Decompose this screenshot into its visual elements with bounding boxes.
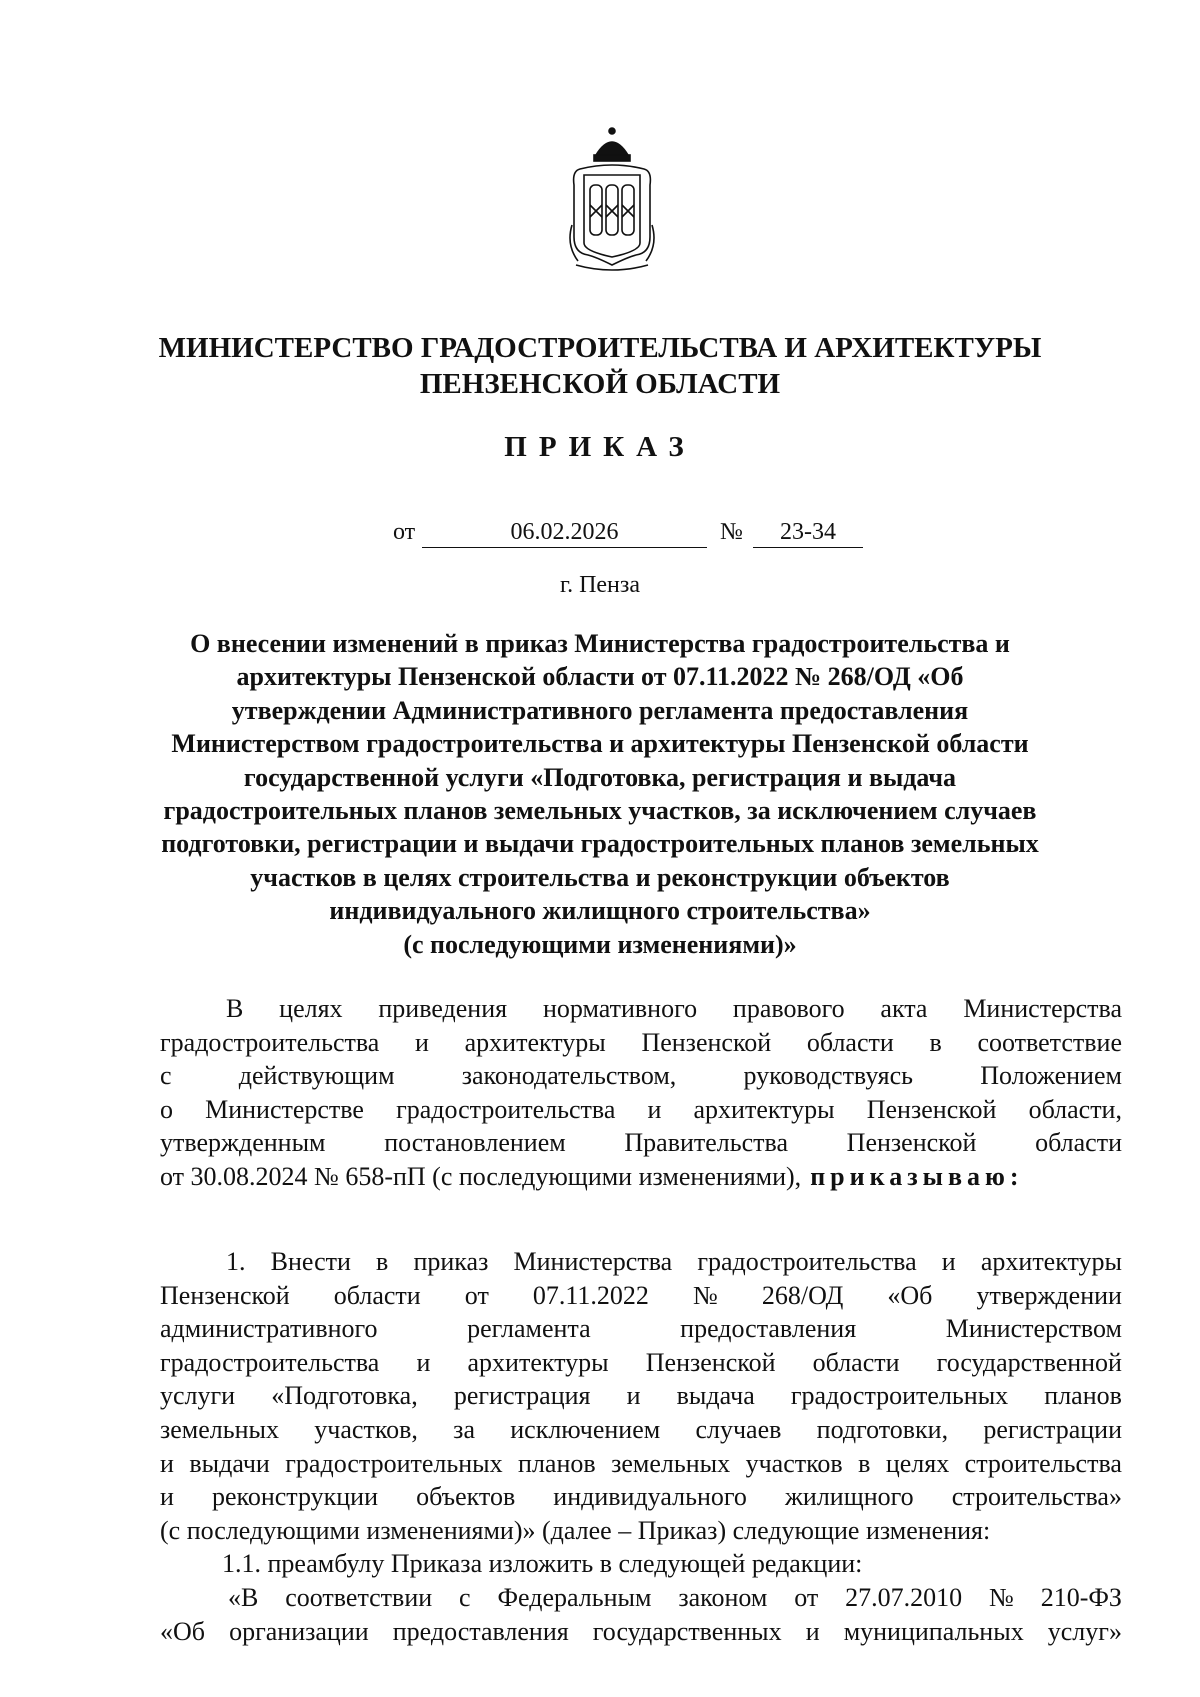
word: реконструкции [211, 1482, 379, 1512]
word: Пензенской [846, 1128, 977, 1158]
word: участков [745, 1448, 843, 1478]
item-line [160, 1312, 1122, 1346]
word: области [806, 1027, 894, 1057]
item-line [160, 1514, 1122, 1548]
word: действующим [238, 1061, 395, 1091]
order-subject [150, 627, 1050, 961]
word: и [416, 1347, 431, 1377]
quote-line [160, 1615, 1122, 1649]
item-1-paragraph [160, 1245, 1122, 1648]
word: соответствие [977, 1027, 1122, 1057]
preamble-text: от 30.08.2024 № 658-пП (с последующими изменениями), [160, 1161, 802, 1191]
item-line [160, 1346, 1122, 1380]
word: «В [228, 1582, 259, 1612]
word: случаев [695, 1414, 782, 1444]
word: и [415, 1027, 429, 1057]
word: земельных [160, 1414, 280, 1444]
subject-line: Министерством градостроительства и архитектуры Пензенской области [171, 729, 1029, 759]
word: индивидуального [553, 1482, 747, 1512]
word: подготовки, [816, 1414, 949, 1444]
word: нормативного [542, 994, 698, 1023]
word: объектов [416, 1482, 516, 1512]
word: строительства [964, 1448, 1122, 1478]
word: жилищного [784, 1482, 914, 1512]
word: и [805, 1616, 820, 1646]
word: и [160, 1448, 174, 1478]
word: градостроительных [285, 1448, 503, 1478]
word: архитектуры [693, 1094, 835, 1124]
word: правового [732, 994, 845, 1023]
word: земельных [611, 1448, 731, 1478]
word: Пензенской [645, 1347, 776, 1377]
word: с [459, 1582, 471, 1612]
word: Пензенской [866, 1094, 997, 1124]
word: муниципальных [843, 1616, 1024, 1646]
word: целях [885, 1448, 950, 1478]
word: и [941, 1247, 956, 1276]
decree-word: приказываю: [810, 1161, 1024, 1191]
preamble-line [160, 1026, 1122, 1060]
subject-line: архитектуры Пензенской области от 07.11.2022 № 268/ОД «Об [236, 662, 964, 692]
word: государственных [592, 1616, 782, 1646]
word: «Об [887, 1280, 933, 1310]
word: государственной [936, 1347, 1122, 1377]
word: планов [518, 1448, 596, 1478]
word: законодательством, [461, 1061, 677, 1091]
word: в [858, 1448, 871, 1478]
word: в [376, 1247, 389, 1276]
ministry-name [150, 330, 1050, 402]
ministry-name-line2: ПЕНЗЕНСКОЙ ОБЛАСТИ [419, 368, 781, 400]
word: целях [279, 994, 343, 1023]
date-number-line [0, 519, 1200, 553]
word: за [453, 1414, 475, 1444]
subitem-line [160, 1547, 1122, 1581]
subject-line: подготовки, регистрации и выдачи градостроительных планов земельных [161, 829, 1039, 859]
word: выдача [676, 1381, 755, 1411]
word: Внести [270, 1247, 351, 1276]
item-line [160, 1480, 1122, 1514]
subject-line: индивидуального жилищного строительства» [329, 896, 871, 926]
word: и [626, 1381, 641, 1411]
word: Министерства [513, 1247, 673, 1276]
word: 210-ФЗ [1040, 1582, 1122, 1612]
word: «Об [160, 1616, 206, 1646]
subject-line: государственной услуги «Подготовка, регистрация и выдача [243, 762, 957, 792]
quote-line [160, 1581, 1122, 1615]
word: В [226, 994, 244, 1023]
word: Министерства [963, 994, 1122, 1023]
word: градостроительства [697, 1247, 917, 1276]
item-line [160, 1379, 1122, 1413]
word: акта [880, 994, 928, 1023]
word: Пензенской [160, 1280, 290, 1310]
word: регламента [467, 1314, 591, 1344]
word: в [929, 1027, 942, 1057]
preamble-line [160, 992, 1122, 1026]
word: предоставления [392, 1616, 569, 1646]
word: соответствии [285, 1582, 433, 1612]
subject-line: О внесении изменений в приказ Министерства градостроительства и [190, 629, 1010, 658]
preamble-line [160, 1093, 1122, 1127]
preamble-line [160, 1059, 1122, 1093]
word: 27.07.2010 [845, 1582, 963, 1612]
word: услуги [160, 1381, 236, 1411]
word: Министерстве [205, 1094, 364, 1124]
subject-line: (с последующими изменениями)» [403, 929, 797, 959]
subitem-1-1: 1.1. преамбулу Приказа изложить в следующей редакции: [222, 1549, 863, 1579]
document-type-title: ПРИКАЗ [504, 431, 696, 463]
preamble-line [160, 1126, 1122, 1160]
ministry-name-line1: МИНИСТЕРСТВО ГРАДОСТРОИТЕЛЬСТВА И АРХИТЕКТУРЫ [158, 332, 1042, 364]
word: архитектуры [467, 1347, 609, 1377]
word: области, [1028, 1094, 1122, 1124]
word: руководствуясь [743, 1061, 914, 1091]
item-line [160, 1279, 1122, 1313]
word: Министерством [945, 1314, 1122, 1344]
word: 1. [226, 1247, 246, 1276]
order-date: 06.02.2026 [422, 519, 707, 548]
word: приведения [378, 994, 508, 1023]
preamble-line [160, 1160, 1122, 1194]
preamble-paragraph [160, 992, 1122, 1194]
word: административного [160, 1314, 378, 1344]
word: области [812, 1347, 900, 1377]
word: градостроительства [396, 1094, 616, 1124]
word: выдачи [189, 1448, 270, 1478]
word: градостроительства [160, 1347, 380, 1377]
item-line-text: (с последующими изменениями)» (далее – Приказ) следующие изменения: [160, 1515, 991, 1545]
word: регистрация [453, 1381, 591, 1411]
number-sign: № [720, 519, 743, 545]
word: № [692, 1280, 718, 1310]
subject-line: утверждении Административного регламента предоставления [231, 695, 969, 725]
item-line [160, 1447, 1122, 1481]
date-prefix: от [393, 519, 416, 545]
subject-line: градостроительных планов земельных участков, за исключением случаев [163, 796, 1037, 826]
order-number: 23-34 [753, 519, 863, 548]
word: от [794, 1582, 819, 1612]
word: области [333, 1280, 421, 1310]
word: 07.11.2022 [532, 1280, 649, 1310]
word: исключением [510, 1414, 661, 1444]
word: «Подготовка, [271, 1381, 418, 1411]
word: законом [678, 1582, 768, 1612]
word: утверждении [976, 1280, 1122, 1310]
word: о [160, 1094, 173, 1124]
word: и [647, 1094, 662, 1124]
word: Правительства [624, 1128, 788, 1158]
word: градостроительства [160, 1027, 380, 1057]
word: регистрации [983, 1414, 1122, 1444]
word: с [160, 1061, 172, 1091]
word: № [989, 1582, 1014, 1612]
word: градостроительных [790, 1381, 1009, 1411]
word: планов [1044, 1381, 1122, 1411]
word: 268/ОД [761, 1280, 844, 1310]
word: приказ [413, 1247, 489, 1276]
word: услуг» [1047, 1616, 1122, 1646]
coat-of-arms-emblem [566, 125, 658, 275]
item-line [160, 1245, 1122, 1279]
word: архитектуры [980, 1247, 1122, 1276]
word: и [160, 1482, 174, 1512]
word: утвержденным [160, 1128, 326, 1158]
city: г. Пенза [559, 572, 641, 598]
word: Федеральным [497, 1582, 652, 1612]
subject-line: участков в целях строительства и реконструкции объектов [250, 862, 950, 892]
word: от [464, 1280, 489, 1310]
item-line [160, 1413, 1122, 1447]
word: области [1035, 1128, 1122, 1158]
word: Положением [980, 1061, 1122, 1091]
word: архитектуры [464, 1027, 606, 1057]
word: организации [229, 1616, 369, 1646]
word: участков, [314, 1414, 418, 1444]
word: Пензенской [641, 1027, 772, 1057]
word: строительства» [951, 1482, 1122, 1512]
word: предоставления [680, 1314, 857, 1344]
word: постановлением [384, 1128, 566, 1158]
